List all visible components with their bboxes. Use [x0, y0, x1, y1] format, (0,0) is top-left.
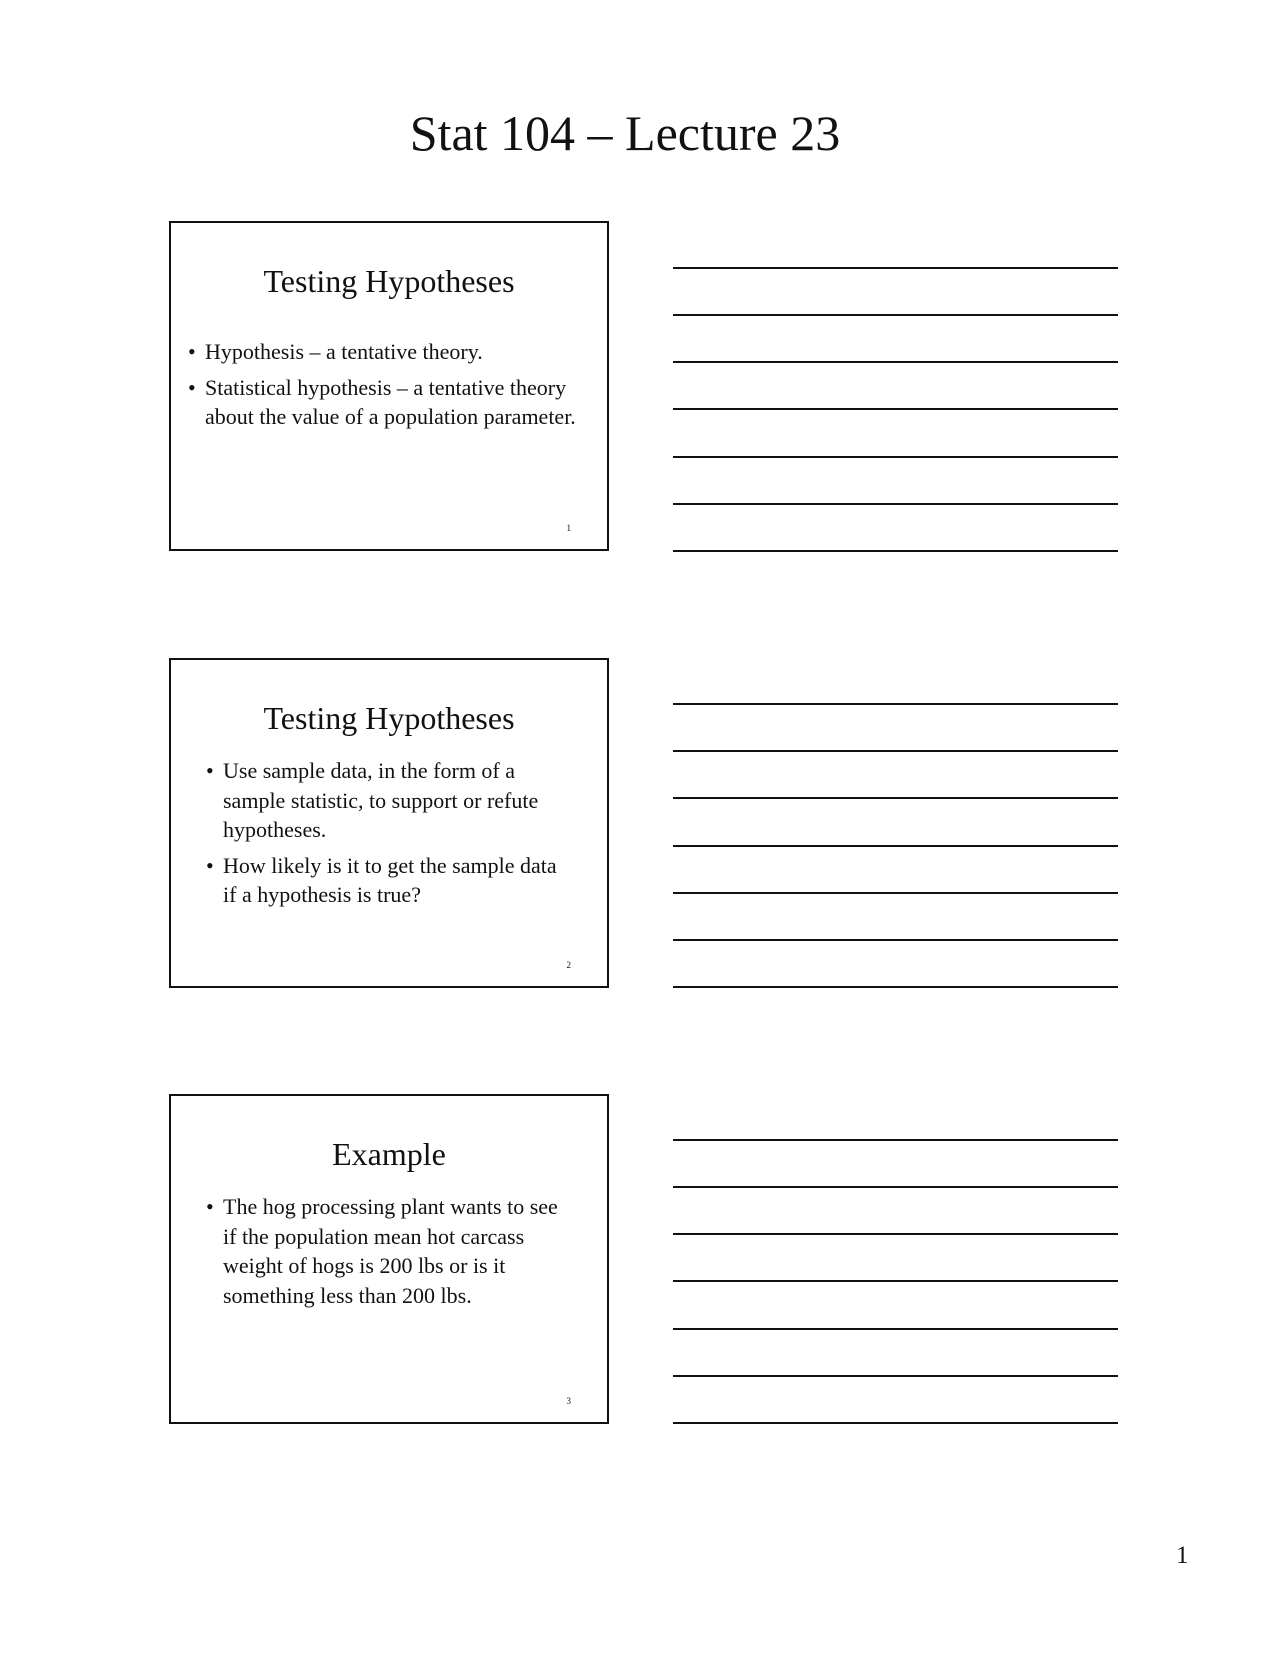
note-line: [673, 892, 1118, 894]
bullet-item: [206, 851, 561, 910]
note-line: [673, 267, 1118, 269]
bullet-marker: •: [188, 339, 196, 364]
note-line: [673, 361, 1118, 363]
bullet-text: Use sample data, in the form of a sample statistic, to support or refute hypotheses.: [223, 758, 539, 842]
slide-1: [169, 221, 609, 551]
slide-number: 2: [566, 960, 571, 970]
bullet-text: Hypothesis – a tentative theory.: [205, 339, 483, 364]
note-line: [673, 797, 1118, 799]
note-line: [673, 1139, 1118, 1141]
page-number: 1: [1176, 1542, 1189, 1569]
bullet-text: The hog processing plant wants to see if the population mean hot carcass weight of hogs is 200 lbs or is it something less than 200 lbs.: [223, 1194, 558, 1308]
bullet-item: [206, 1192, 571, 1310]
bullet-item: [188, 337, 598, 367]
bullet-marker: •: [206, 1194, 214, 1219]
note-line: [673, 939, 1118, 941]
note-line: [673, 750, 1118, 752]
note-line: [673, 845, 1118, 847]
note-line: [673, 1233, 1118, 1235]
note-line: [673, 408, 1118, 410]
slide-number: 1: [566, 523, 571, 533]
bullet-item: [206, 756, 561, 845]
slide-3: [169, 1094, 609, 1424]
bullet-list: [206, 756, 561, 916]
note-line: [673, 703, 1118, 705]
bullet-marker: •: [188, 374, 196, 400]
note-line: [673, 1186, 1118, 1188]
bullet-marker: •: [206, 852, 214, 878]
note-line: [673, 986, 1118, 988]
bullet-item: [188, 373, 598, 432]
note-line: [673, 503, 1118, 505]
bullet-marker: •: [206, 758, 214, 783]
slide-2: [169, 658, 609, 988]
note-line: [673, 1328, 1118, 1330]
note-line: [673, 1375, 1118, 1377]
slide-number: 3: [566, 1396, 571, 1406]
slide-title: Testing Hypotheses: [263, 263, 515, 299]
bullet-text: Statistical hypothesis – a tentative theory about the value of a population parameter.: [205, 374, 576, 429]
note-line: [673, 1280, 1118, 1282]
slide-title: Example: [332, 1136, 446, 1172]
bullet-text: How likely is it to get the sample data if a hypothesis is true?: [223, 852, 557, 907]
note-line: [673, 550, 1118, 552]
bullet-list: [188, 337, 598, 438]
document-title: Stat 104 – Lecture 23: [409, 105, 841, 161]
note-line: [673, 314, 1118, 316]
note-line: [673, 1422, 1118, 1424]
note-line: [673, 456, 1118, 458]
bullet-list: [206, 1192, 571, 1316]
slide-title: Testing Hypotheses: [263, 700, 515, 736]
